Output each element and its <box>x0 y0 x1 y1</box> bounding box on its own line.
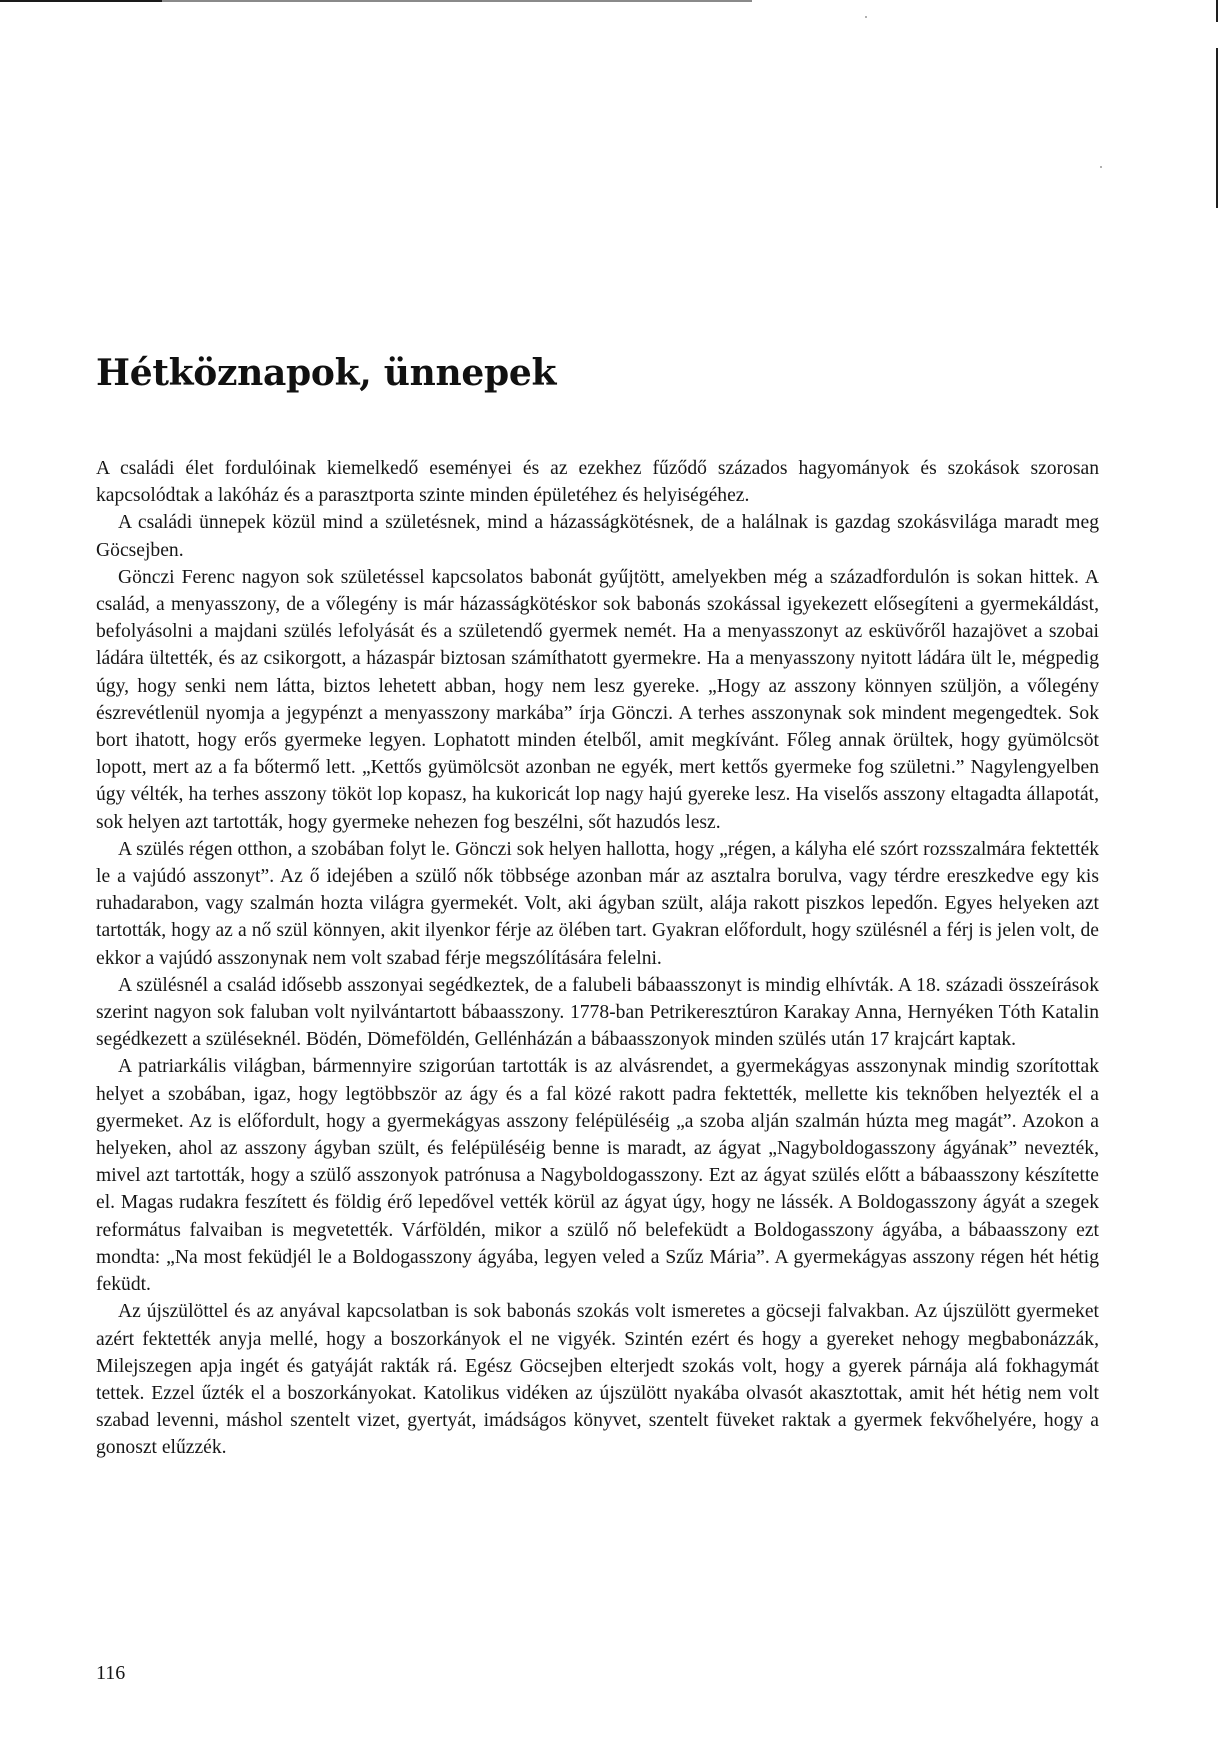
scan-speck <box>1100 166 1102 168</box>
chapter-title: Hétköznapok, ünnepek <box>96 352 557 394</box>
paragraph: Gönczi Ferenc nagyon sok születéssel kapcsolatos babonát gyűjtött, amelyekben még a századfordulón is sokan hittek. A család, a menyasszony, de a vőlegény is már házasságkötéskor sok babonás szokással igyekezett elősegíteni a gyermekáldást, befolyásolni a majdani szülés lefolyását és a születendő gyermek nemét. Ha a menyasszonyt az esküvőről hazajövet a szobai ládára ültették, és az csikorgott, a házaspár biztosan számíthatott gyermekre. Ha a menyasszony nyitott ládára ült le, mégpedig úgy, hogy senki nem látta, biztos lehetett abban, hogy nem lesz gyereke. „Hogy az asszony könnyen szüljön, a vőlegény észrevétlenül nyomja a jegypénzt a menyasszony markába” írja Gönczi. A terhes asszonynak sok mindent megengedtek. Sok bort ihatott, hogy erős gyermeke legyen. Lophatott minden ételből, amit megkívánt. Főleg annak örültek, hogy gyümölcsöt lopott, mert az a fa bőtermő lett. „Kettős gyümölcsöt azonban ne egyék, mert kettős gyermeke fog születni.” Nagylengyelben úgy vélték, ha terhes asszony tököt lop kopasz, ha kukoricát lop nagy hajú gyereke lesz. Ha viselős asszony eltagadta állapotát, sok helyen azt tartották, hogy gyermeke nehezen fog beszélni, sőt hazudós lesz. <box>96 566 1099 833</box>
paragraph: A családi élet fordulóinak kiemelkedő eseményei és az ezekhez fűződő százados hagyományok és szokások szorosan kapcsolódtak a lakóház és a parasztporta szinte minden épületéhez és helyiségéhez. <box>96 458 1099 507</box>
paragraph: A családi ünnepek közül mind a születésnek, mind a házasságkötésnek, de a halálnak is gazdag szokásvilága maradt meg Göcsejben. <box>96 512 1099 561</box>
paragraph: A szülés régen otthon, a szobában folyt le. Gönczi sok helyen hallotta, hogy „régen, a kályha elé szórt rozsszalmára fektették le a vajúdó asszonyt”. Az ő idejében a szülő nők többsége azonban már az asztalra borulva, vagy térdre ereszkedve egy kis ruhadarabon, vagy szalmán hozta világra gyermekét. Volt, aki ágyban szült, alája rakott piszkos lepedőn. Egyes helyeken azt tartották, hogy az a nő szül könnyen, akit ilyenkor férje az ölében tart. Gyakran előfordult, hogy szülésnél a férj is jelen volt, de ekkor a vajúdó asszonynak nem volt szabad férje megszólítására felelni. <box>96 838 1099 969</box>
paragraph: A szülésnél a család idősebb asszonyai segédkeztek, de a falubeli bábaasszonyt is mindig elhívták. A 18. századi összeírások szerint nagyon sok faluban volt nyilvántartott bábaasszony. 1778-ban Petrikeresztúron Karakay Anna, Hernyéken Tóth Katalin segédkezett a szüléseknél. Bödén, Dömeföldén, Gellénházán a bábaasszonyok minden szülés után 17 krajcárt kaptak. <box>96 974 1099 1051</box>
scan-edge-top <box>162 0 752 2</box>
scan-edge-top-dark <box>0 0 162 2</box>
page-number: 116 <box>96 1662 126 1684</box>
scan-speck <box>865 16 867 18</box>
paragraph: A patriarkális világban, bármennyire szigorúan tartották is az alvásrendet, a gyermekágyas asszonynak mindig szorítottak helyet a szobában, igaz, hogy legtöbbször az ágy és a fal közé rakott padra fektették, mellette kis teknőben helyezték el a gyermeket. Az is előfordult, hogy a gyermekágyas asszony felépüléséig „a szoba alján szalmán húzta meg magát”. Azokon a helyeken, ahol az asszony ágyban szült, és felépüléséig benne is maradt, az ágyat „Nagyboldogasszony ágyának” nevezték, mivel azt tartották, hogy a szülő asszonyok patrónusa a Nagyboldogasszony. Ezt az ágyat szülés előtt a bábaasszony készítette el. Magas rudakra feszített és földig érő lepedővel vették körül az ágyat úgy, hogy ne lássék. A Boldogasszony ágyát a szegek református falvaiban is megvetették. Várföldén, mikor a szülő nő belefeküdt a Boldogasszony ágyába, a bábaasszony ezt mondta: „Na most feküdjél le a Boldogasszony ágyába, legyen veled a Szűz Mária”. A gyermekágyas asszony régen hét hétig feküdt. <box>96 1056 1099 1296</box>
body-text <box>96 455 1099 1462</box>
paragraph: Az újszülöttel és az anyával kapcsolatban is sok babonás szokás volt ismeretes a göcseji falvakban. Az újszülött gyermeket azért fektették anyja mellé, hogy a boszorkányok el ne vigyék. Szintén ezért és hogy a gyereket nehogy megbabonázzák, Milejszegen apja ingét és gatyáját rakták rá. Egész Göcsejben elterjedt szokás volt, hogy a gyerek párnája alá fokhagymát tettek. Ezzel űzték el a boszorkányokat. Katolikus vidéken az újszülött nyakába olvasót akasztottak, amit hét hétig nem volt szabad levenni, máshol szentelt vizet, gyertyát, imádságos könyvet, szentelt füveket raktak a gyermek fekvőhelyére, hogy a gonoszt elűzzék. <box>96 1301 1099 1459</box>
